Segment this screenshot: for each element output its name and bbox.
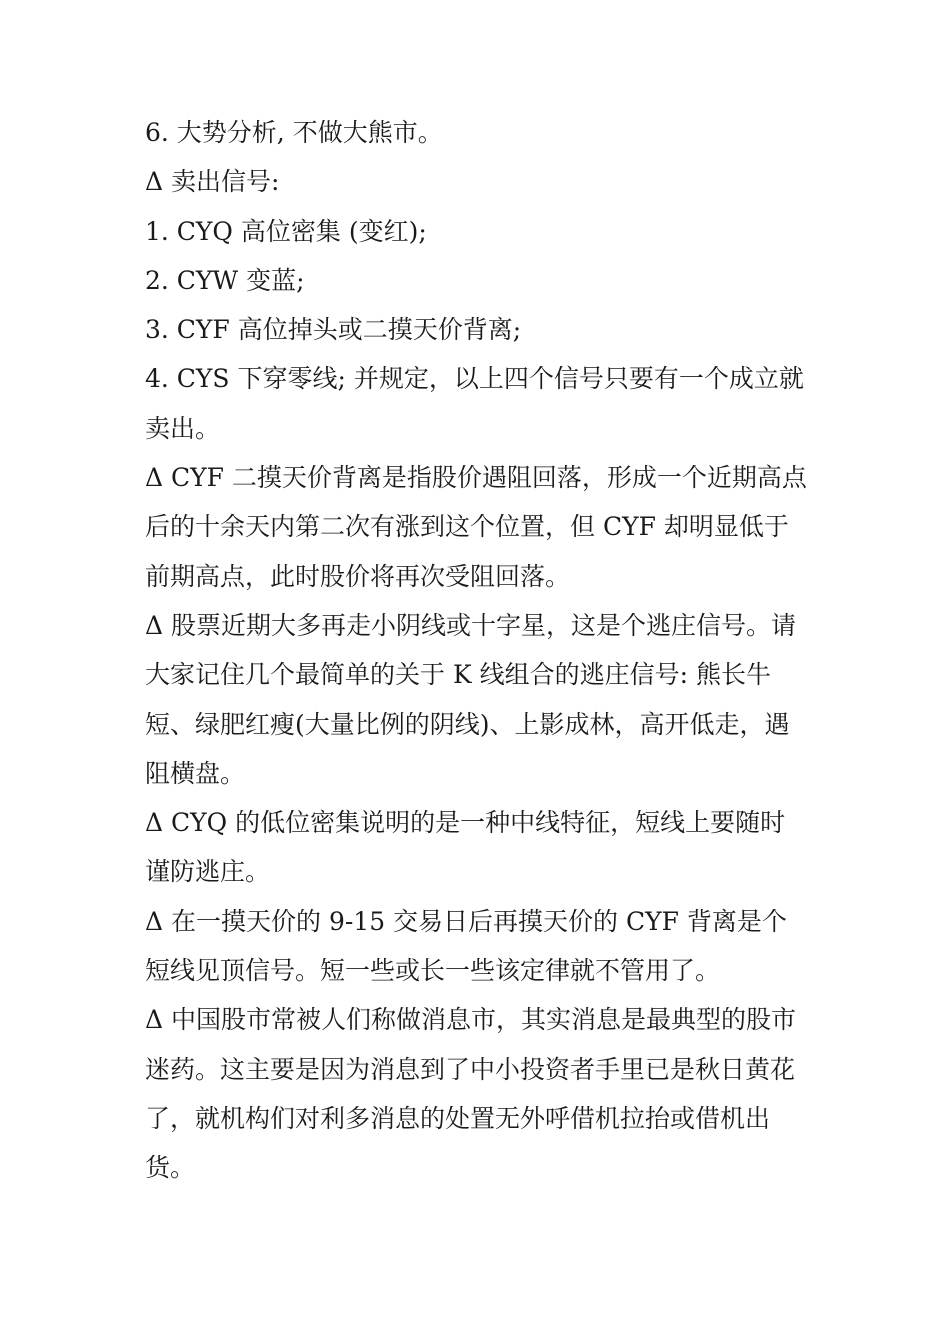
paragraph-signal-cyf: 3. CYF 高位掉头或二摸天价背离;	[145, 315, 522, 345]
paragraph-signal-cys: 4. CYS 下穿零线; 并规定，以上四个信号只要有一个成立就卖出。	[145, 364, 804, 443]
document-body	[145, 108, 810, 1193]
paragraph-cyq-low-density: Δ CYQ 的低位密集说明的是一种中线特征，短线上要随时谨防逃庄。	[145, 808, 786, 887]
paragraph-news-market: Δ 中国股市常被人们称做消息市，其实消息是最典型的股市迷药。这主要是因为消息到了中小投资者手里已是秋日黄花了，就机构们对利多消息的处置无外呼借机拉抬或借机出货。	[145, 1005, 797, 1183]
paragraph-cyf-short-top: Δ 在一摸天价的 9-15 交易日后再摸天价的 CYF 背离是个短线见顶信号。短一些或长一些该定律就不管用了。	[145, 906, 787, 986]
paragraph-signal-cyw: 2. CYW 变蓝;	[145, 265, 305, 295]
paragraph-signal-cyq: 1. CYQ 高位密集 (变红);	[145, 216, 427, 246]
paragraph-sell-signals-heading: Δ 卖出信号:	[145, 167, 280, 197]
paragraph-cyf-divergence: Δ CYF 二摸天价背离是指股价遇阻回落，形成一个近期高点后的十余天内第二次有涨到这个位置，但 CYF 却明显低于前期高点，此时股价将再次受阻回落。	[145, 463, 807, 591]
paragraph-escape-signals: Δ 股票近期大多再走小阴线或十字星，这是个逃庄信号。请大家记住几个最简单的关于 K 线组合的逃庄信号: 熊长牛短、绿肥红瘦(大量比例的阴线)、上影成林，高开低走，遇阻横盘。	[145, 610, 797, 788]
paragraph-market-trend: 6. 大势分析, 不做大熊市。	[145, 118, 443, 147]
